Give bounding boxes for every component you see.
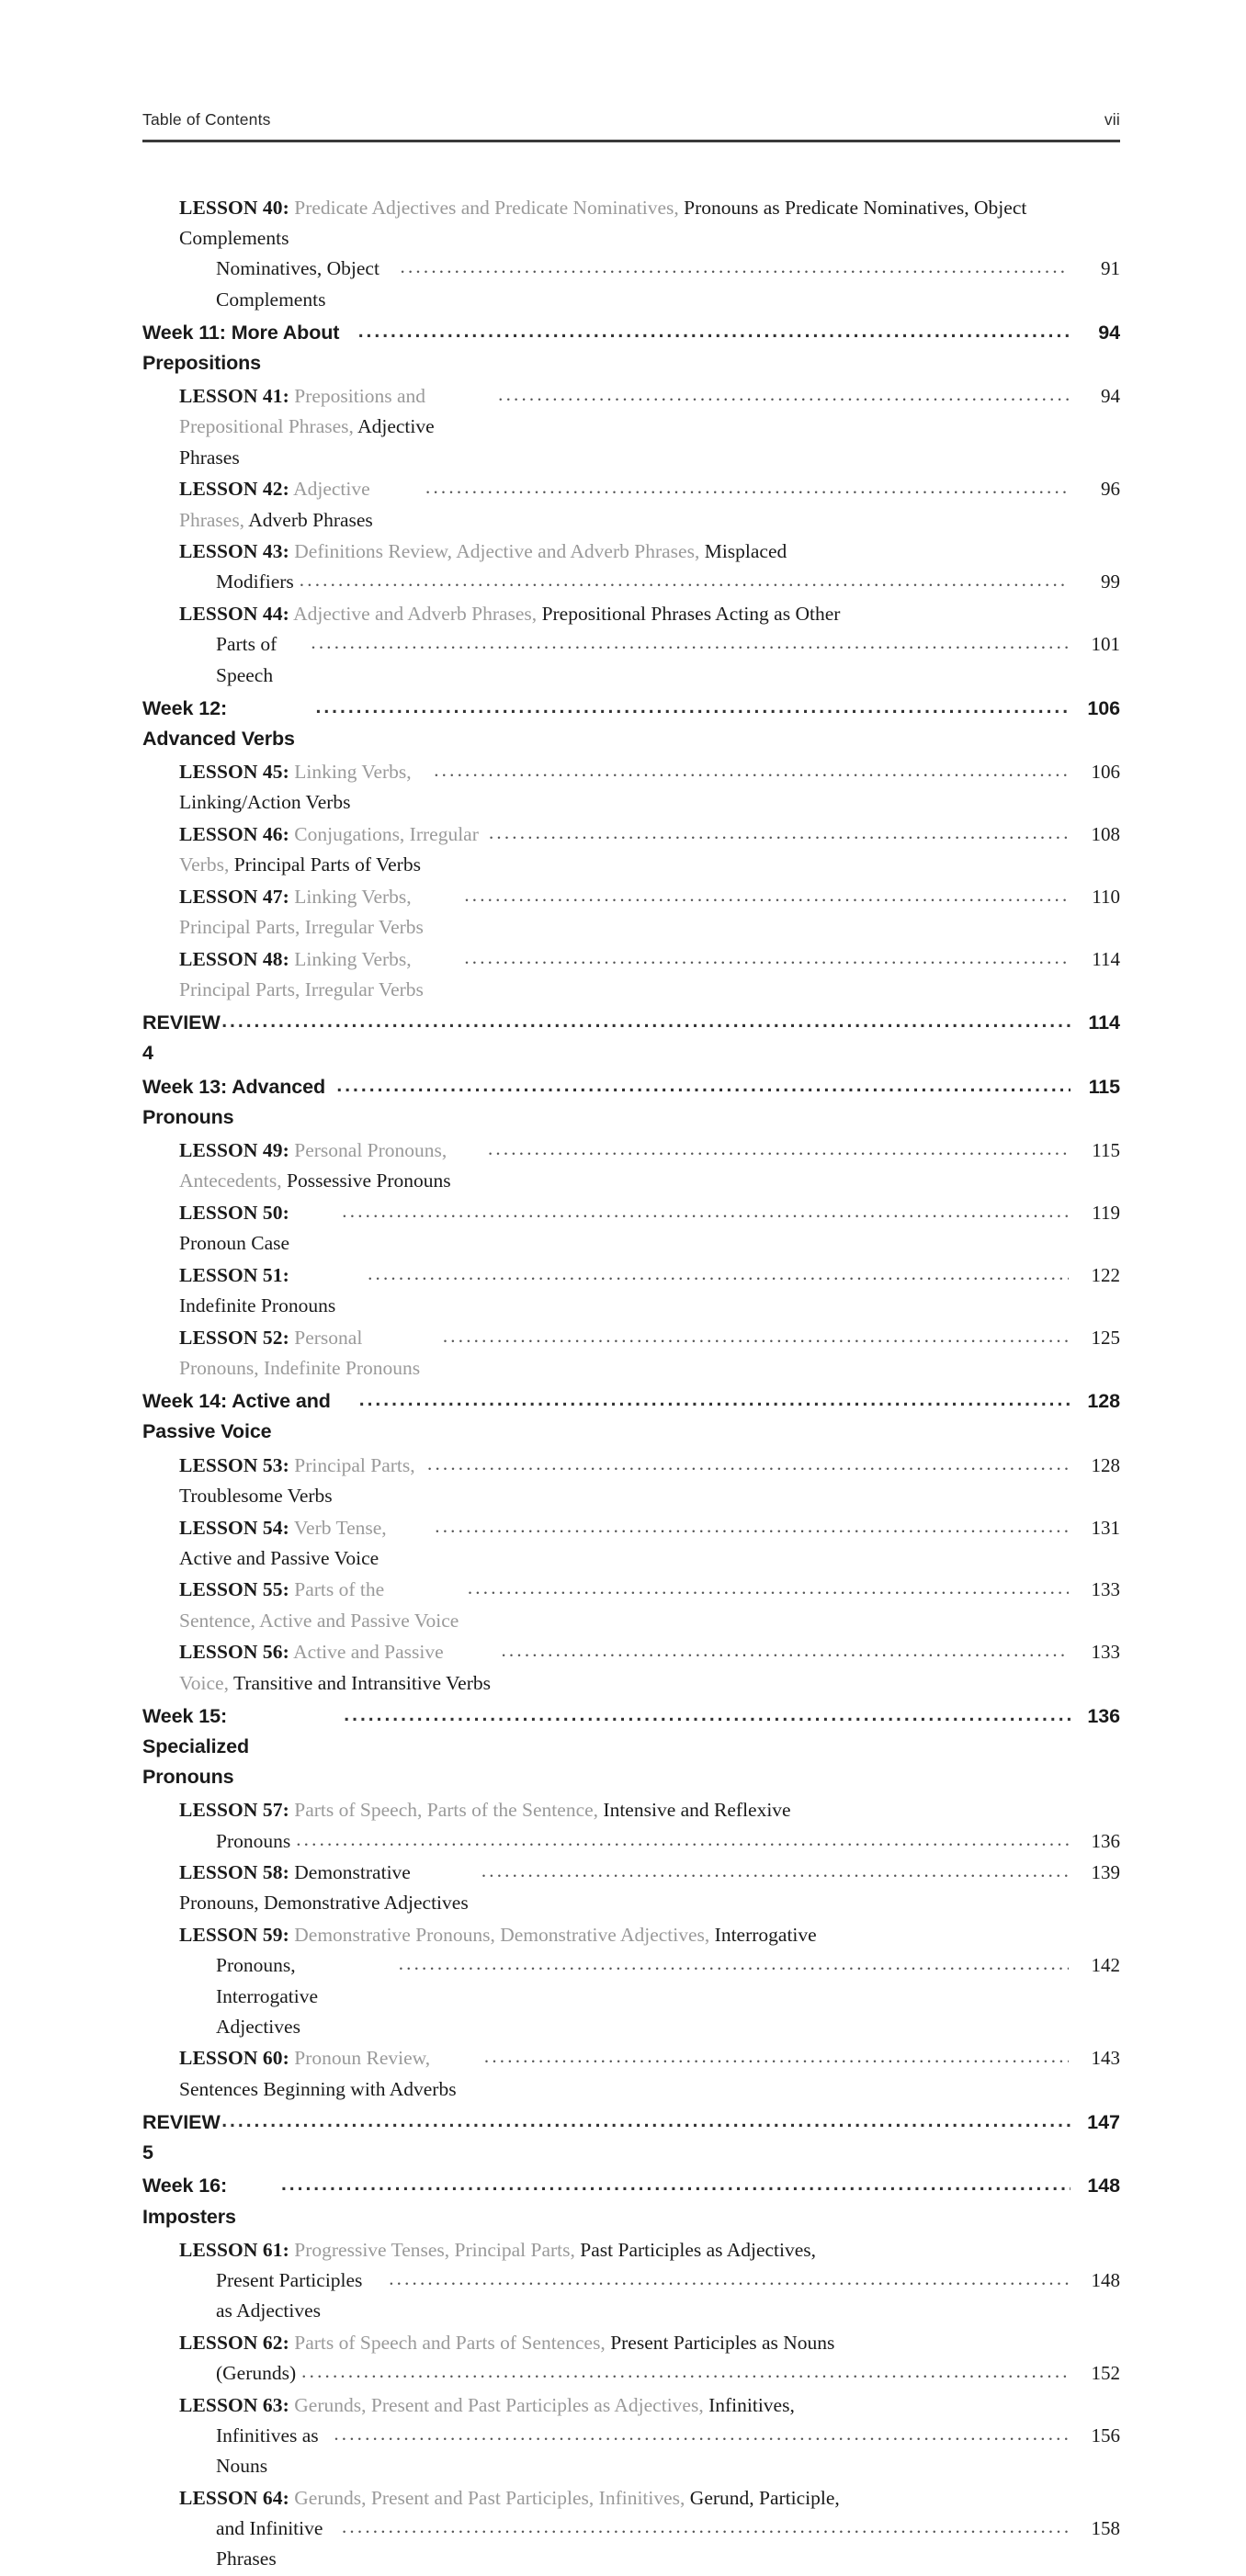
toc-week-label: Week 11: More About Prepositions (142, 321, 340, 375)
toc-lesson-topic: Active and Passive Voice, (179, 1641, 444, 1694)
dot-leader (498, 379, 1069, 410)
toc-lesson-topic: Demonstrative Pronouns, Demonstrative Adjectives (179, 1861, 469, 1915)
toc-lesson-topic: Personal Pronouns, Antecedents, (179, 1139, 447, 1192)
toc-week-entry[interactable] (142, 2171, 1120, 2231)
toc-lesson-entry[interactable] (142, 1323, 1120, 1384)
dot-leader (344, 1700, 1070, 1730)
toc-entry-text (179, 1260, 362, 1321)
toc-page-number: 148 (1087, 2175, 1120, 2198)
toc-lesson-label: LESSON 44: (179, 603, 289, 626)
toc-page-number: 110 (1092, 885, 1120, 908)
toc-page-number: 115 (1092, 1139, 1120, 1162)
toc-entry-text (179, 1513, 429, 1574)
dot-leader (311, 627, 1069, 658)
toc-entry-text (179, 2390, 957, 2421)
toc-lesson-label: LESSON 64: (179, 2486, 289, 2509)
dot-leader (425, 472, 1069, 503)
toc-week-entry[interactable] (142, 318, 1120, 378)
toc-lesson-entry[interactable] (142, 1135, 1120, 1196)
toc-lesson-topic: Indefinite Pronouns (179, 1294, 336, 1317)
toc-lesson-entry[interactable] (142, 381, 1120, 473)
toc-lesson-label: LESSON 41: (179, 385, 289, 408)
dot-leader (427, 1449, 1069, 1479)
toc-lesson-entry[interactable] (142, 757, 1120, 818)
toc-page-number: 101 (1091, 633, 1120, 656)
toc-lesson-entry[interactable] (142, 1858, 1120, 1918)
toc-page-number: 94 (1098, 321, 1120, 344)
toc-entry-text (142, 1386, 354, 1447)
toc-entry-text (179, 2328, 978, 2358)
toc-page-number: 133 (1091, 1578, 1120, 1601)
toc-entry-text (179, 2235, 968, 2265)
toc-lesson-label: LESSON 49: (179, 1139, 289, 1162)
dot-leader (464, 880, 1069, 910)
dot-leader (296, 1825, 1069, 1855)
toc-lesson-topic: Adverb Phrases (244, 508, 373, 531)
toc-page-number: 128 (1091, 1453, 1120, 1476)
toc-entry-text (179, 944, 459, 1005)
toc-lesson-topic: Adjective Phrases, (179, 478, 370, 531)
dot-leader (401, 252, 1069, 282)
toc-page-number: 139 (1091, 1861, 1120, 1884)
toc-entry-continuation: Pronouns, Interrogative Adjectives (216, 1954, 319, 2038)
toc-review-entry[interactable] (142, 1008, 1120, 1068)
toc-lesson-entry[interactable] (142, 193, 1120, 315)
toc-lesson-topic: Principal Parts, (289, 1453, 415, 1476)
toc-lesson-label: LESSON 42: (179, 478, 289, 501)
toc-entry-continuation: Pronouns (216, 1829, 291, 1852)
toc-lesson-label: LESSON 51: (179, 1263, 289, 1286)
toc-week-entry[interactable] (142, 1072, 1120, 1133)
dot-leader (334, 2419, 1069, 2449)
toc-lesson-topic: Linking Verbs, Principal Parts, Irregular Verbs (179, 947, 424, 1001)
toc-week-label: Week 13: Advanced Pronouns (142, 1075, 326, 1128)
dot-leader (489, 818, 1069, 848)
toc-entry-continuation: and Infinitive Phrases (216, 2517, 323, 2570)
toc-lesson-topic: Parts of Speech, Parts of the Sentence, (289, 1799, 599, 1822)
toc-lesson-topic: Linking Verbs, Principal Parts, Irregular Verbs (179, 885, 424, 939)
dot-leader (281, 2169, 1070, 2199)
dot-leader (301, 2356, 1069, 2387)
toc-lesson-topic: Parts of the Sentence, Active and Passive Voice (179, 1578, 459, 1632)
toc-lesson-topic: Present Participles as Nouns (605, 2331, 835, 2354)
toc-lesson-topic: Past Participles as Adjectives, (574, 2238, 817, 2261)
dot-leader (368, 1259, 1069, 1289)
dot-leader (468, 1573, 1069, 1603)
toc-lesson-topic: Prepositional Phrases Acting as Other (537, 603, 841, 626)
toc-entry-text (142, 1701, 338, 1793)
toc-lesson-label: LESSON 56: (179, 1641, 289, 1664)
dot-leader (434, 755, 1069, 785)
toc-lesson-entry[interactable] (142, 944, 1120, 1005)
toc-entry-continuation: Nominatives, Object Complements (216, 257, 379, 311)
toc-lesson-label: LESSON 40: (179, 197, 289, 219)
toc-lesson-topic: Possessive Pronouns (281, 1169, 451, 1192)
toc-lesson-label: LESSON 61: (179, 2238, 289, 2261)
toc-lesson-entry[interactable] (142, 2328, 1120, 2389)
toc-page-number: 106 (1087, 696, 1120, 719)
toc-lesson-topic: Principal Parts of Verbs (229, 853, 421, 876)
toc-lesson-topic: Pronouns as Predicate Nominatives, Object Complements (179, 197, 1027, 250)
toc-lesson-topic: Pronoun Review, (289, 2047, 431, 2070)
toc-lesson-topic: Transitive and Intransitive Verbs (228, 1671, 492, 1694)
toc-lesson-entry[interactable] (142, 882, 1120, 943)
toc-page-number: 94 (1101, 385, 1120, 408)
toc-page-number: 122 (1091, 1263, 1120, 1286)
toc-entry-continuation: Infinitives as Nouns (216, 2423, 319, 2478)
toc-lesson-topic: Infinitives, (703, 2393, 795, 2416)
toc-review-entry[interactable] (142, 2107, 1120, 2168)
toc-lesson-entry[interactable] (142, 599, 1120, 691)
toc-review-label: REVIEW 4 (142, 1011, 221, 1065)
toc-lesson-label: LESSON 62: (179, 2331, 289, 2354)
toc-lesson-label: LESSON 53: (179, 1453, 289, 1476)
toc-page-number: 147 (1087, 2110, 1120, 2133)
toc-lesson-entry[interactable] (142, 819, 1120, 880)
toc-lesson-entry[interactable] (142, 2235, 1120, 2327)
toc-entry-text (179, 882, 459, 943)
toc-page-number: 99 (1101, 571, 1120, 593)
dot-leader (316, 692, 1071, 722)
toc-lesson-label: LESSON 52: (179, 1326, 289, 1349)
toc-page-number: 142 (1091, 1954, 1120, 1977)
dot-leader (336, 1070, 1070, 1101)
toc-entry-text (142, 2107, 221, 2168)
toc-page-number: 114 (1092, 947, 1120, 970)
toc-lesson-label: LESSON 46: (179, 823, 289, 846)
toc-lesson-label: LESSON 50: (179, 1202, 289, 1224)
toc-entry-text (179, 537, 954, 567)
toc-page-number: 91 (1101, 257, 1120, 280)
toc-entry-text (179, 1858, 476, 1918)
toc-entry-text (179, 1135, 482, 1196)
toc-lesson-entry[interactable] (142, 2043, 1120, 2104)
toc-lesson-topic: Pronoun Case (179, 1232, 290, 1255)
toc-lesson-topic: Predicate Adjectives and Predicate Nominatives, (289, 197, 679, 219)
toc-lesson-label: LESSON 57: (179, 1799, 289, 1822)
toc-entry-text (142, 1072, 331, 1133)
dot-leader (435, 1511, 1069, 1542)
toc-entry-text (179, 1323, 437, 1384)
toc-page-number: 131 (1091, 1516, 1120, 1539)
toc-lesson-label: LESSON 45: (179, 761, 289, 784)
toc-page-number: 143 (1091, 2047, 1120, 2070)
toc-lesson-topic: Sentences Beginning with Adverbs (179, 2077, 457, 2100)
toc-page-number: 106 (1091, 761, 1120, 784)
toc-lesson-label: LESSON 63: (179, 2393, 289, 2416)
toc-week-entry[interactable] (142, 1386, 1120, 1447)
toc-entry-text (179, 599, 980, 629)
toc-page-number: 152 (1091, 2362, 1120, 2385)
toc-lesson-label: LESSON 47: (179, 885, 289, 908)
toc-lesson-topic: Adjective Phrases (179, 415, 435, 469)
toc-entry-text (142, 694, 311, 754)
toc-page-number: 136 (1091, 1829, 1120, 1852)
dot-leader (358, 316, 1070, 346)
toc-lesson-topic: Gerunds, Present and Past Participles, Infinitives, (289, 2486, 685, 2509)
toc-entry-text (179, 2043, 479, 2104)
toc-page-number: 96 (1101, 478, 1120, 501)
dot-leader (221, 1006, 1070, 1036)
toc-lesson-topic: Linking Verbs, (289, 761, 412, 784)
toc-entry-text (179, 1795, 956, 1825)
toc-lesson-topic: Progressive Tenses, Principal Parts, (289, 2238, 575, 2261)
toc-lesson-entry[interactable] (142, 1260, 1120, 1321)
toc-lesson-topic: Linking/Action Verbs (179, 791, 351, 814)
toc-lesson-topic: Demonstrative Pronouns, Demonstrative Adjectives, (289, 1924, 710, 1947)
page-number-folio: vii (1104, 110, 1120, 129)
toc-lesson-entry[interactable] (142, 1637, 1120, 1698)
toc-lesson-entry[interactable] (142, 1198, 1120, 1259)
table-of-contents-list (142, 193, 1120, 2576)
toc-page-number: 158 (1091, 2517, 1120, 2540)
toc-entry-text (179, 819, 483, 880)
toc-lesson-label: LESSON 55: (179, 1578, 289, 1601)
toc-entry-continuation: Modifiers (216, 571, 294, 593)
dot-leader (359, 1384, 1070, 1415)
toc-entry-text (179, 1920, 968, 1950)
running-head (142, 110, 1120, 130)
toc-lesson-entry[interactable] (142, 1451, 1120, 1511)
toc-entry-continuation: Present Participles as Adjectives (216, 2268, 363, 2322)
toc-lesson-label: LESSON 48: (179, 947, 289, 970)
toc-entry-continuation: Parts of Speech (216, 633, 278, 686)
toc-entry-text (179, 757, 428, 818)
dot-leader (399, 1949, 1069, 1979)
toc-page-number: 148 (1091, 2268, 1120, 2291)
toc-lesson-topic: Gerund, Participle, (685, 2486, 840, 2509)
toc-week-label: Week 15: Specialized Pronouns (142, 1704, 250, 1789)
toc-lesson-topic: Definitions Review, Adjective and Adverb Phrases, (289, 540, 700, 563)
toc-lesson-entry[interactable] (142, 537, 1120, 597)
toc-lesson-entry[interactable] (142, 1920, 1120, 2042)
dot-leader (300, 565, 1069, 595)
dot-leader (342, 1196, 1069, 1226)
toc-entry-text (179, 2483, 980, 2514)
toc-page-number: 115 (1088, 1075, 1120, 1098)
toc-entry-text (179, 474, 420, 535)
toc-lesson-entry[interactable] (142, 474, 1120, 535)
dot-leader (464, 943, 1069, 973)
toc-week-entry[interactable] (142, 694, 1120, 754)
toc-lesson-label: LESSON 58: (179, 1861, 289, 1884)
toc-lesson-label: LESSON 54: (179, 1516, 289, 1539)
toc-lesson-topic: Misplaced (699, 540, 787, 563)
dot-leader (484, 2041, 1069, 2072)
toc-lesson-topic: Adjective and Adverb Phrases, (289, 603, 538, 626)
toc-lesson-topic: Prepositions and Prepositional Phrases, (179, 385, 425, 438)
toc-lesson-entry[interactable] (142, 1513, 1120, 1574)
toc-page-number: 125 (1091, 1326, 1120, 1349)
toc-review-label: REVIEW 5 (142, 2110, 221, 2164)
toc-page-number: 114 (1088, 1011, 1120, 1034)
toc-page-number: 108 (1091, 823, 1120, 846)
toc-page-number: 119 (1092, 1202, 1120, 1224)
toc-entry-text (179, 1451, 422, 1511)
toc-week-label: Week 12: Advanced Verbs (142, 696, 295, 750)
toc-lesson-label: LESSON 60: (179, 2047, 289, 2070)
toc-lesson-topic: Active and Passive Voice (179, 1546, 379, 1569)
toc-lesson-label: LESSON 43: (179, 540, 289, 563)
toc-week-label: Week 16: Imposters (142, 2175, 236, 2228)
toc-lesson-topic: Intensive and Reflexive (598, 1799, 791, 1822)
toc-entry-text (179, 1575, 462, 1635)
dot-leader (488, 1134, 1069, 1164)
toc-lesson-label: LESSON 59: (179, 1924, 289, 1947)
toc-entry-text (142, 318, 353, 378)
toc-lesson-topic: Verb Tense, (289, 1516, 387, 1539)
dot-leader (501, 1635, 1069, 1666)
toc-page-number: 133 (1091, 1641, 1120, 1664)
dot-leader (389, 2264, 1069, 2294)
toc-entry-text (179, 1637, 495, 1698)
toc-entry-text (142, 1008, 221, 1068)
toc-entry-text (142, 2171, 276, 2231)
running-head-title: Table of Contents (142, 110, 271, 129)
toc-lesson-topic: Troublesome Verbs (179, 1484, 333, 1507)
toc-lesson-entry[interactable] (142, 1795, 1120, 1856)
toc-page-number: 128 (1087, 1390, 1120, 1413)
toc-entry-text (179, 1198, 336, 1259)
dot-leader (443, 1321, 1069, 1351)
toc-lesson-topic: Conjugations, Irregular Verbs, (179, 823, 479, 876)
dot-leader (221, 2106, 1070, 2136)
toc-page-number: 136 (1087, 1704, 1120, 1727)
toc-entry-text (179, 381, 493, 473)
toc-page-number: 156 (1091, 2423, 1120, 2446)
toc-lesson-entry[interactable] (142, 1575, 1120, 1635)
toc-entry-continuation: (Gerunds) (216, 2362, 297, 2385)
header-rule (142, 140, 1120, 142)
toc-lesson-topic: Gerunds, Present and Past Participles as Adjectives, (289, 2393, 704, 2416)
toc-week-label: Week 14: Active and Passive Voice (142, 1390, 331, 1443)
toc-week-entry[interactable] (142, 1701, 1120, 1793)
dot-leader (481, 1856, 1069, 1886)
toc-entry-text (179, 193, 1120, 254)
toc-lesson-entry[interactable] (142, 2483, 1120, 2575)
dot-leader (342, 2512, 1069, 2542)
toc-lesson-topic: Parts of Speech and Parts of Sentences, (289, 2331, 606, 2354)
toc-lesson-entry[interactable] (142, 2390, 1120, 2482)
toc-lesson-topic: Interrogative (709, 1924, 817, 1947)
toc-lesson-topic: Personal Pronouns, Indefinite Pronouns (179, 1326, 421, 1380)
